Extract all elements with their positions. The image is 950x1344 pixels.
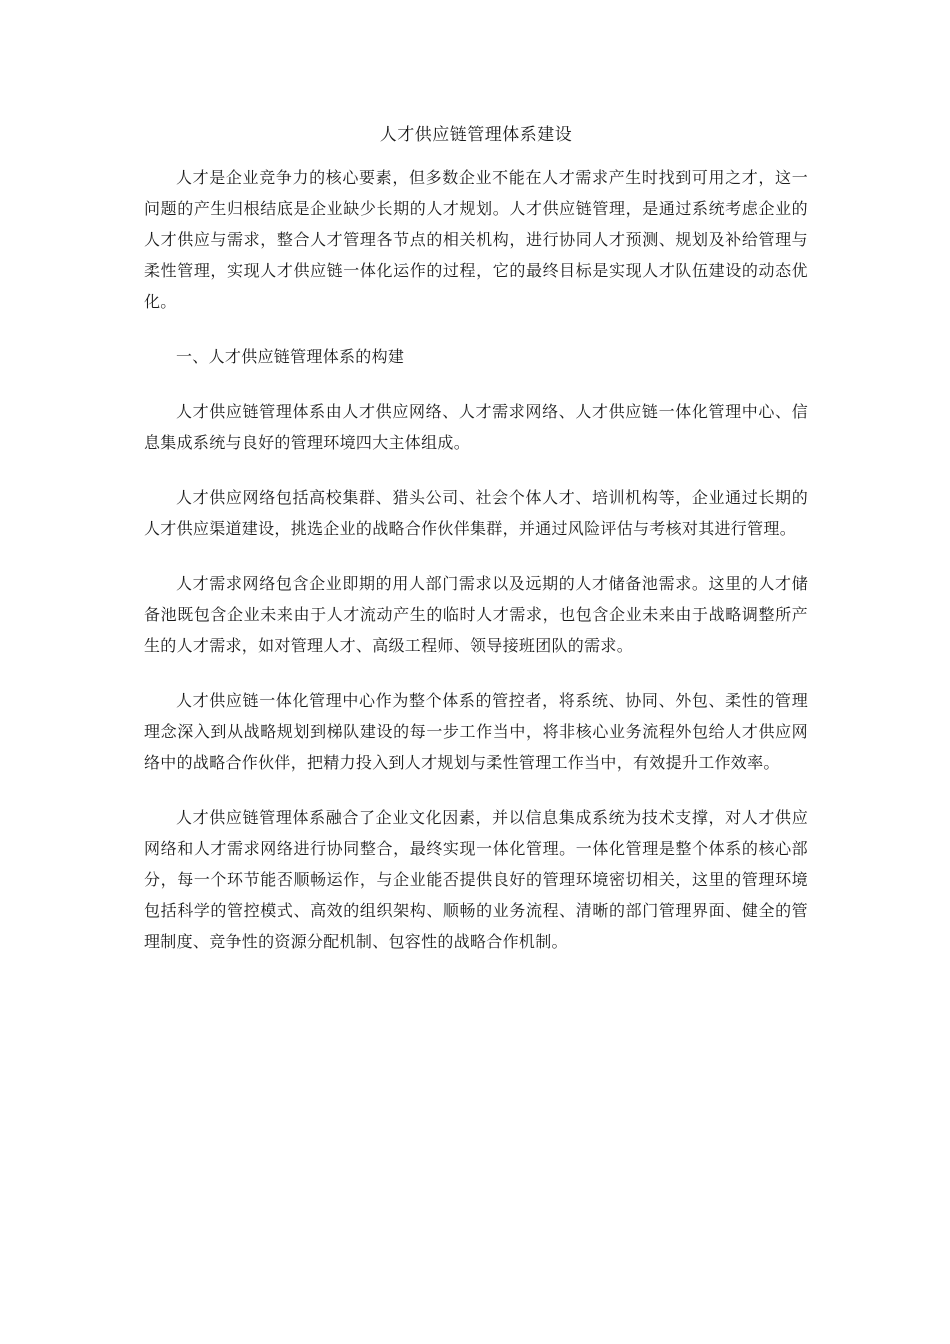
document-title: 人才供应链管理体系建设 — [379, 125, 573, 145]
body-paragraph: 人才需求网络包含企业即期的用人部门需求以及远期的人才储备池需求。这里的人才储备池既包含企业未来由于人才流动产生的临时人才需求，也包含企业未来由于战略调整所产生的人才需求，如对管理人才、高级工程师、领导接班团队的需求。 — [144, 574, 808, 655]
body-paragraph: 人才供应链一体化管理中心作为整个体系的管控者，将系统、协同、外包、柔性的管理理念深入到从战略规划到梯队建设的每一步工作当中，将非核心业务流程外包给人才供应网络中的战略合作伙伴，把精力投入到人才规划与柔性管理工作当中，有效提升工作效率。 — [144, 691, 808, 772]
body-paragraph: 人才供应网络包括高校集群、猎头公司、社会个体人才、培训机构等，企业通过长期的人才供应渠道建设，挑选企业的战略合作伙伴集群，并通过风险评估与考核对其进行管理。 — [144, 488, 808, 538]
section-heading: 一、人才供应链管理体系的构建 — [176, 347, 405, 366]
intro-paragraph: 人才是企业竞争力的核心要素，但多数企业不能在人才需求产生时找到可用之才，这一问题的产生归根结底是企业缺少长期的人才规划。人才供应链管理，是通过系统考虑企业的人才供应与需求，整合人才管理各节点的相关机构，进行协同人才预测、规划及补给管理与柔性管理，实现人才供应链一体化运作的过程，它的最终目标是实现人才队伍建设的动态优化。 — [144, 168, 808, 311]
body-paragraph: 人才供应链管理体系由人才供应网络、人才需求网络、人才供应链一体化管理中心、信息集成系统与良好的管理环境四大主体组成。 — [144, 402, 808, 452]
document-page — [144, 120, 808, 981]
body-paragraph: 人才供应链管理体系融合了企业文化因素，并以信息集成系统为技术支撑，对人才供应网络和人才需求网络进行协同整合，最终实现一体化管理。一体化管理是整个体系的核心部分，每一个环节能否顺畅运作，与企业能否提供良好的管理环境密切相关，这里的管理环境包括科学的管控模式、高效的组织架构、顺畅的业务流程、清晰的部门管理界面、健全的管理制度、竞争性的资源分配机制、包容性的战略合作机制。 — [144, 808, 808, 951]
